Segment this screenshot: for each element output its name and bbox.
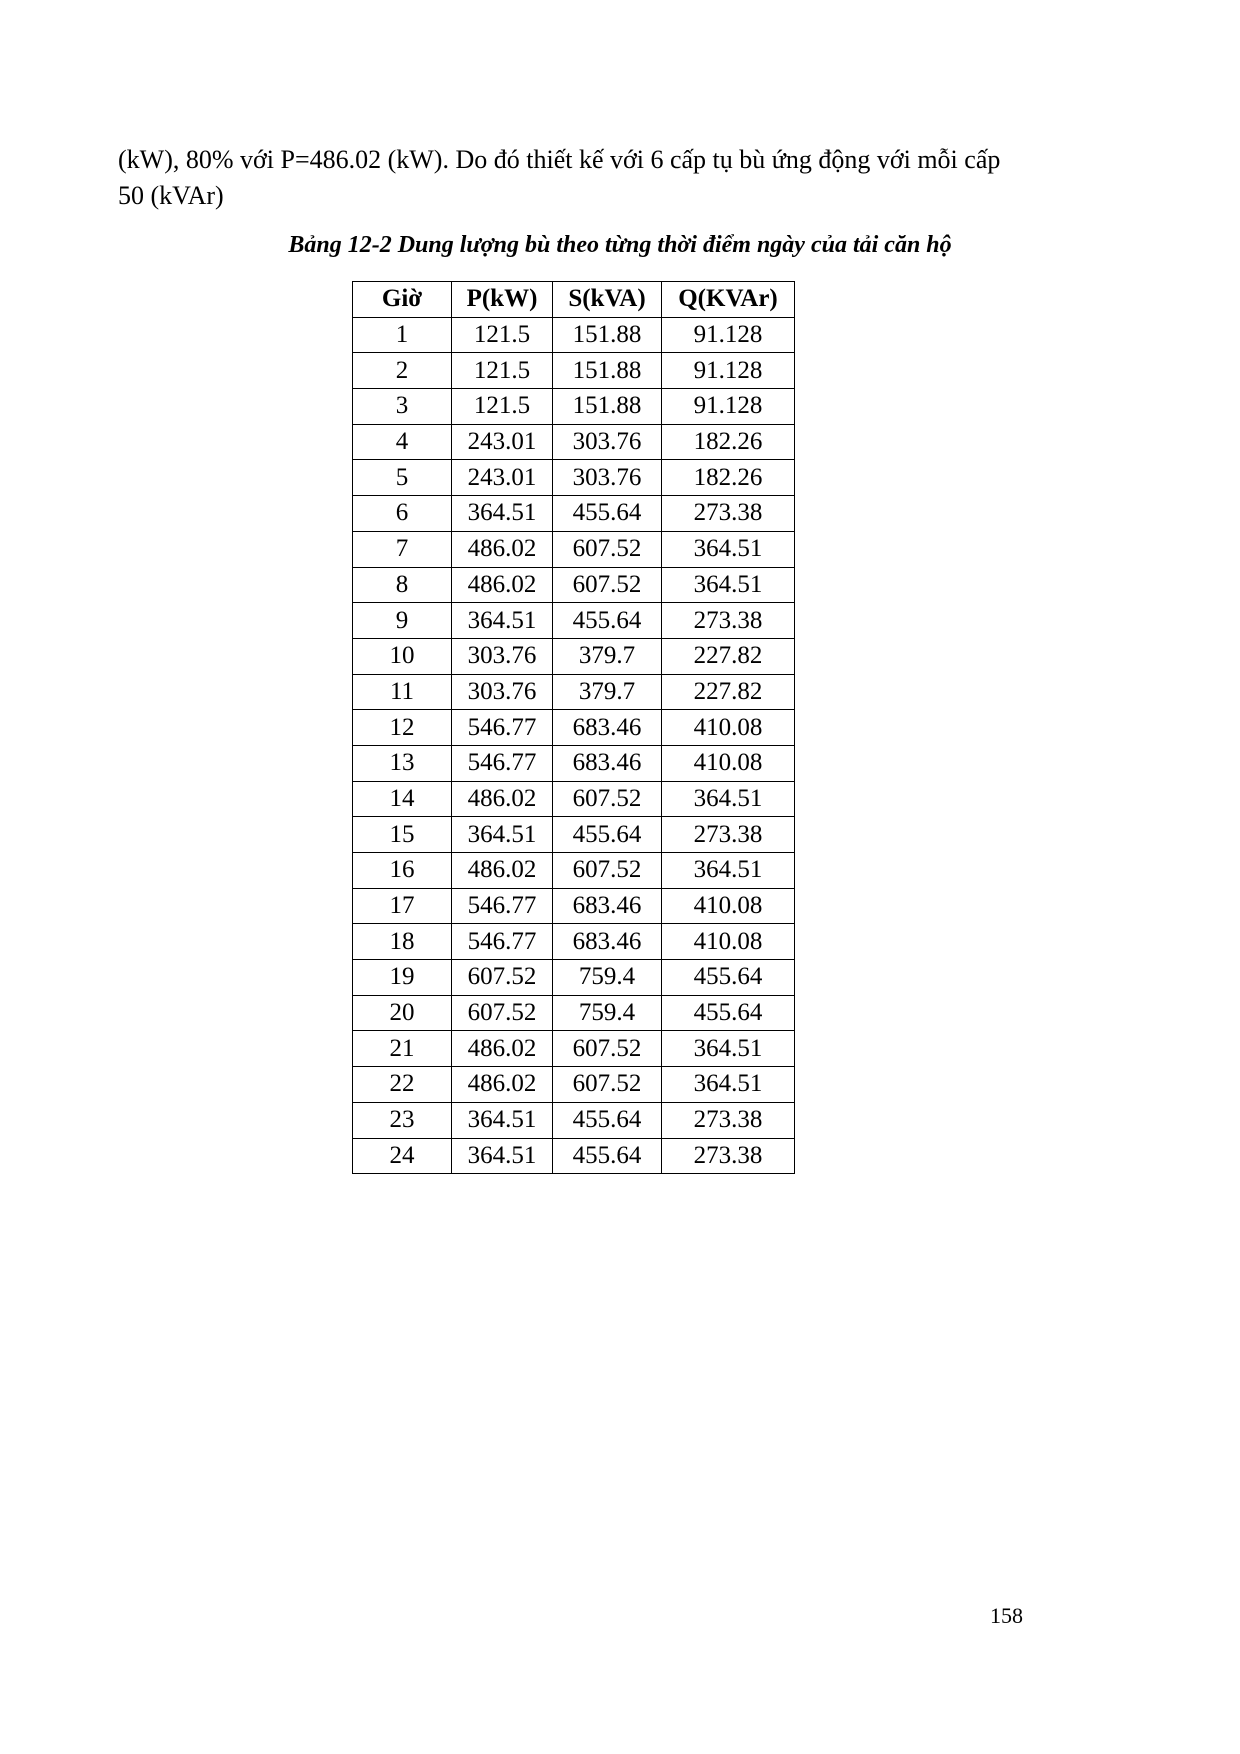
table-row [353,317,795,353]
cell-q-kvar: 227.82 [662,674,795,710]
cell-hour: 10 [353,638,452,674]
cell-q-kvar: 273.38 [662,817,795,853]
cell-p-kw: 121.5 [452,389,553,425]
cell-s-kva: 683.46 [553,924,662,960]
cell-p-kw: 607.52 [452,995,553,1031]
cell-s-kva: 455.64 [553,1138,662,1174]
compensation-table [352,281,795,1174]
cell-s-kva: 455.64 [553,496,662,532]
table-row [353,853,795,889]
table-body [353,317,795,1174]
cell-q-kvar: 410.08 [662,888,795,924]
cell-p-kw: 486.02 [452,1031,553,1067]
table-row [353,1138,795,1174]
table-row [353,781,795,817]
cell-s-kva: 607.52 [553,531,662,567]
cell-q-kvar: 364.51 [662,781,795,817]
cell-q-kvar: 455.64 [662,960,795,996]
cell-p-kw: 121.5 [452,353,553,389]
cell-hour: 11 [353,674,452,710]
cell-p-kw: 486.02 [452,1067,553,1103]
cell-q-kvar: 91.128 [662,353,795,389]
cell-s-kva: 303.76 [553,460,662,496]
cell-s-kva: 607.52 [553,781,662,817]
cell-p-kw: 303.76 [452,638,553,674]
cell-p-kw: 486.02 [452,781,553,817]
cell-p-kw: 364.51 [452,1102,553,1138]
cell-s-kva: 607.52 [553,567,662,603]
cell-q-kvar: 273.38 [662,1138,795,1174]
intro-paragraph [118,142,1078,214]
cell-q-kvar: 273.38 [662,496,795,532]
cell-q-kvar: 91.128 [662,389,795,425]
cell-s-kva: 759.4 [553,960,662,996]
intro-line-2: 50 (kVAr) [118,181,224,210]
cell-q-kvar: 182.26 [662,424,795,460]
table-row [353,995,795,1031]
cell-p-kw: 121.5 [452,317,553,353]
cell-p-kw: 546.77 [452,924,553,960]
cell-hour: 17 [353,888,452,924]
table-row [353,460,795,496]
cell-hour: 24 [353,1138,452,1174]
table-row [353,1102,795,1138]
cell-s-kva: 303.76 [553,424,662,460]
cell-hour: 20 [353,995,452,1031]
cell-hour: 14 [353,781,452,817]
cell-s-kva: 683.46 [553,888,662,924]
cell-p-kw: 607.52 [452,960,553,996]
page-number: 158 [990,1603,1023,1628]
cell-q-kvar: 273.38 [662,1102,795,1138]
table-row [353,888,795,924]
table-row [353,603,795,639]
cell-q-kvar: 182.26 [662,460,795,496]
cell-p-kw: 546.77 [452,888,553,924]
table-row [353,353,795,389]
header-s-kva: S(kVA) [553,282,662,318]
cell-q-kvar: 364.51 [662,567,795,603]
header-hour: Giờ [353,282,452,318]
intro-line-1: (kW), 80% với P=486.02 (kW). Do đó thiết kế với 6 cấp tụ bù ứng động với mỗi cấp [118,145,1001,174]
cell-p-kw: 243.01 [452,424,553,460]
cell-s-kva: 455.64 [553,817,662,853]
cell-p-kw: 364.51 [452,1138,553,1174]
table-row [353,817,795,853]
cell-p-kw: 486.02 [452,567,553,603]
cell-hour: 5 [353,460,452,496]
cell-hour: 9 [353,603,452,639]
cell-p-kw: 486.02 [452,531,553,567]
table-row [353,1031,795,1067]
cell-hour: 8 [353,567,452,603]
cell-s-kva: 379.7 [553,674,662,710]
table-row [353,531,795,567]
cell-hour: 13 [353,745,452,781]
table-row [353,960,795,996]
table-row [353,745,795,781]
table-row [353,424,795,460]
cell-s-kva: 607.52 [553,853,662,889]
cell-p-kw: 486.02 [452,853,553,889]
cell-hour: 4 [353,424,452,460]
table-row [353,389,795,425]
cell-q-kvar: 364.51 [662,1067,795,1103]
cell-p-kw: 364.51 [452,817,553,853]
table-row [353,674,795,710]
header-q-kvar: Q(KVAr) [662,282,795,318]
cell-q-kvar: 91.128 [662,317,795,353]
cell-s-kva: 151.88 [553,317,662,353]
cell-s-kva: 455.64 [553,1102,662,1138]
cell-s-kva: 683.46 [553,710,662,746]
cell-hour: 1 [353,317,452,353]
table-row [353,567,795,603]
cell-s-kva: 607.52 [553,1067,662,1103]
cell-hour: 19 [353,960,452,996]
cell-s-kva: 151.88 [553,353,662,389]
cell-s-kva: 455.64 [553,603,662,639]
cell-q-kvar: 273.38 [662,603,795,639]
cell-hour: 3 [353,389,452,425]
cell-s-kva: 151.88 [553,389,662,425]
table-row [353,924,795,960]
table-caption: Bảng 12-2 Dung lượng bù theo từng thời điểm ngày của tải căn hộ [288,232,952,258]
cell-q-kvar: 364.51 [662,1031,795,1067]
cell-hour: 15 [353,817,452,853]
cell-p-kw: 364.51 [452,496,553,532]
table-row [353,1067,795,1103]
cell-s-kva: 683.46 [553,745,662,781]
cell-hour: 16 [353,853,452,889]
cell-hour: 18 [353,924,452,960]
cell-q-kvar: 410.08 [662,710,795,746]
cell-hour: 23 [353,1102,452,1138]
table-row [353,496,795,532]
cell-p-kw: 546.77 [452,710,553,746]
cell-p-kw: 303.76 [452,674,553,710]
cell-hour: 22 [353,1067,452,1103]
cell-s-kva: 379.7 [553,638,662,674]
cell-q-kvar: 364.51 [662,531,795,567]
table-row [353,710,795,746]
cell-s-kva: 607.52 [553,1031,662,1067]
cell-q-kvar: 227.82 [662,638,795,674]
cell-p-kw: 364.51 [452,603,553,639]
cell-q-kvar: 410.08 [662,745,795,781]
cell-q-kvar: 455.64 [662,995,795,1031]
cell-hour: 12 [353,710,452,746]
table-header-row [353,282,795,318]
cell-hour: 7 [353,531,452,567]
header-p-kw: P(kW) [452,282,553,318]
cell-hour: 2 [353,353,452,389]
cell-q-kvar: 410.08 [662,924,795,960]
cell-p-kw: 546.77 [452,745,553,781]
cell-p-kw: 243.01 [452,460,553,496]
cell-hour: 21 [353,1031,452,1067]
cell-hour: 6 [353,496,452,532]
table-row [353,638,795,674]
cell-s-kva: 759.4 [553,995,662,1031]
cell-q-kvar: 364.51 [662,853,795,889]
